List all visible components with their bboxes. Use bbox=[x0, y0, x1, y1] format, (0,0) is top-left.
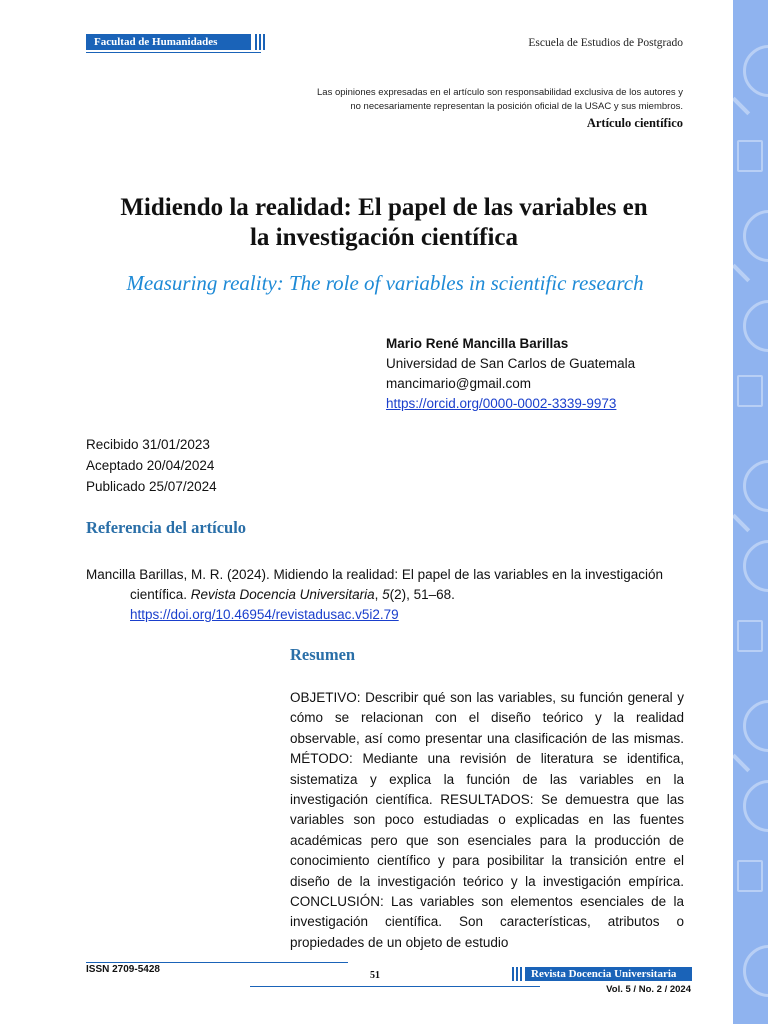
article-title bbox=[60, 193, 708, 253]
abstract-heading: Resumen bbox=[290, 645, 356, 664]
date-accepted: Aceptado 20/04/2024 bbox=[86, 458, 215, 473]
reference-heading: Referencia del artículo bbox=[86, 518, 247, 537]
magnifier-icon bbox=[743, 540, 768, 592]
footer-journal-label: Revista Docencia Universitaria bbox=[525, 967, 692, 981]
faculty-bars-decoration bbox=[255, 34, 265, 50]
magnifier-icon bbox=[743, 780, 768, 832]
magnifier-handle-icon bbox=[733, 264, 750, 282]
page-number: 51 bbox=[370, 970, 380, 981]
reference-citation bbox=[86, 565, 686, 625]
article-type: Artículo científico bbox=[586, 116, 683, 130]
author-email: mancimario@gmail.com bbox=[386, 376, 531, 391]
magnifier-icon bbox=[743, 210, 768, 262]
reference-issue-pages: (2), 51–68. bbox=[389, 587, 455, 602]
document-icon bbox=[737, 860, 763, 892]
magnifier-icon bbox=[743, 700, 768, 752]
magnifier-handle-icon bbox=[733, 754, 750, 772]
disclaimer bbox=[317, 86, 683, 114]
disclaimer-line-2: no necesariamente representan la posición oficial de la USAC y sus miembros. bbox=[350, 101, 683, 112]
reference-volume: 5 bbox=[382, 587, 390, 602]
english-title: Measuring reality: The role of variables in scientific research bbox=[126, 271, 644, 295]
magnifier-icon bbox=[743, 460, 768, 512]
title-line-2: la investigación científica bbox=[249, 224, 519, 251]
magnifier-handle-icon bbox=[733, 514, 750, 532]
author-affiliation: Universidad de San Carlos de Guatemala bbox=[386, 356, 636, 371]
document-icon bbox=[737, 375, 763, 407]
abstract-text: OBJETIVO: Describir qué son las variables, su función general y cómo se relacionan con el diseño teórico y la realidad observable, así como presentar una clasificación de las mismas. MÉTODO: Mediante una revisión de literatura se identifica, sistematiza y explica la función de las variables en la investigación científica. RESULTADOS: Se demuestra que las variables son poco estudiadas o explicadas en las fuentes académicas pero que son esenciales para la producción de conocimiento científico y para posibilitar la transición entre el diseño de la investigación teórico y la investigación empírica. CONCLUSIÓN: Las variables son elementos esenciales de la investigación científica. Son características, atributos o propiedades de un objeto de estudio bbox=[290, 690, 684, 950]
publication-dates bbox=[86, 434, 217, 497]
footer-issn: ISSN 2709-5428 bbox=[86, 964, 160, 975]
date-received: Recibido 31/01/2023 bbox=[86, 437, 210, 452]
doi-link[interactable]: https://doi.org/10.46954/revistadusac.v5i2.79 bbox=[130, 607, 399, 622]
author-block bbox=[386, 334, 635, 414]
title-line-1: Midiendo la realidad: El papel de las variables en bbox=[120, 194, 648, 221]
faculty-label: Facultad de Humanidades bbox=[86, 34, 251, 50]
magnifier-icon bbox=[743, 300, 768, 352]
magnifier-handle-icon bbox=[733, 97, 750, 115]
school-name: Escuela de Estudios de Postgrado bbox=[528, 37, 683, 49]
document-icon bbox=[737, 620, 763, 652]
footer-rule-center bbox=[250, 986, 540, 987]
journal-bars-decoration bbox=[512, 967, 524, 981]
magnifier-icon bbox=[743, 45, 768, 97]
reference-text: Mancilla Barillas, M. R. (2024). Midiendo la realidad: El papel de las variables en la investigación científica. bbox=[86, 567, 664, 602]
document-icon bbox=[737, 140, 763, 172]
disclaimer-line-1: Las opiniones expresadas en el artículo son responsabilidad exclusiva de los autores y bbox=[317, 87, 683, 98]
reference-journal: Revista Docencia Universitaria bbox=[190, 587, 375, 602]
decorative-side-band bbox=[733, 0, 768, 1024]
footer-volume: Vol. 5 / No. 2 / 2024 bbox=[606, 984, 691, 995]
reference-sep: , bbox=[374, 587, 383, 602]
magnifier-icon bbox=[743, 945, 768, 997]
footer-rule-left bbox=[86, 962, 348, 963]
header-rule bbox=[86, 52, 261, 53]
author-name: Mario René Mancilla Barillas bbox=[386, 336, 569, 351]
date-published: Publicado 25/07/2024 bbox=[86, 479, 217, 494]
orcid-link[interactable]: https://orcid.org/0000-0002-3339-9973 bbox=[386, 396, 617, 411]
